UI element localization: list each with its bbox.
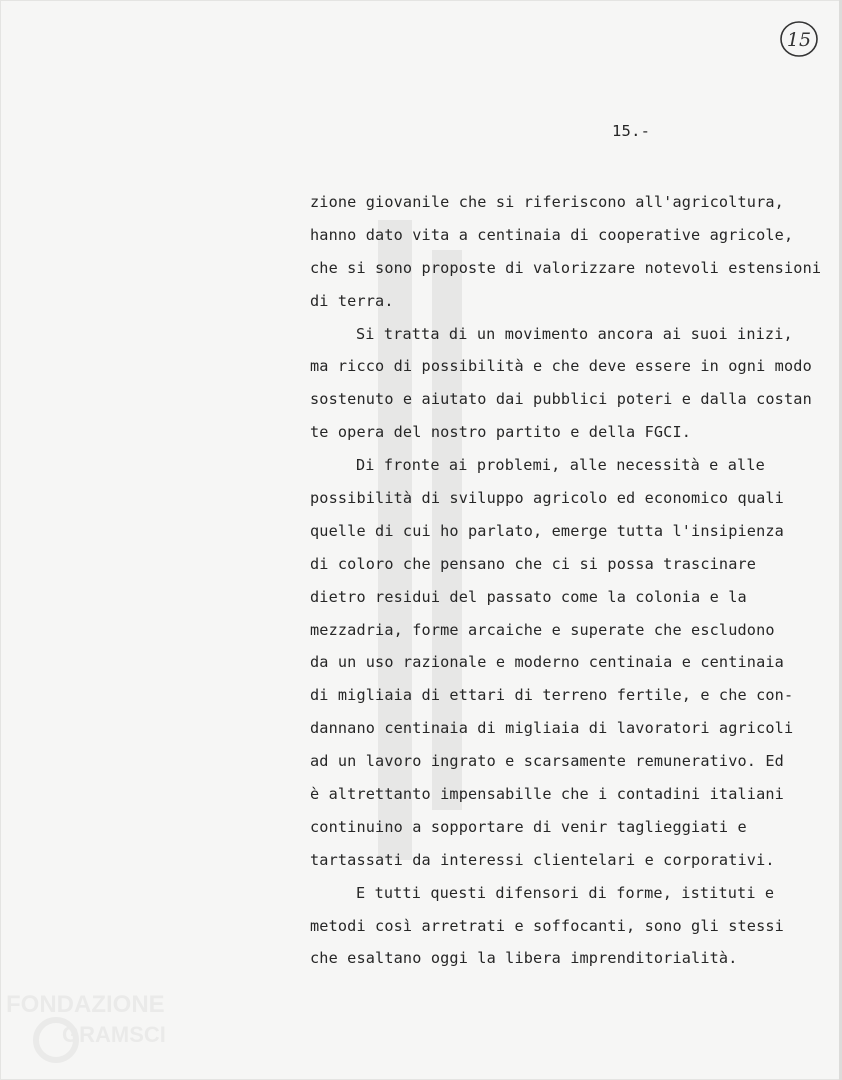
text-line: possibilità di sviluppo agricolo ed economico quali — [310, 489, 784, 508]
text-line: è altrettanto impensabille che i contadini italiani — [310, 785, 784, 804]
text-line: di coloro che pensano che ci si possa trascinare — [310, 554, 757, 573]
text-line: ad un lavoro ingrato e scarsamente remunerativo. Ed — [310, 752, 784, 771]
watermark-line2: GRAMSCI — [62, 1022, 166, 1047]
stamp-number-text: 15 — [786, 29, 812, 51]
text-line: metodi così arretrati e soffocanti, sono gli stessi — [310, 916, 784, 935]
handwritten-page-stamp — [778, 18, 820, 60]
text-line: Si tratta di un movimento ancora ai suoi inizi, — [356, 324, 793, 343]
text-line: di terra. — [310, 291, 394, 310]
text-line: che esaltano oggi la libera imprenditorialità. — [310, 949, 738, 968]
watermark-line1: FONDAZIONE — [6, 991, 165, 1018]
text-line: ma ricco di possibilità e che deve essere in ogni modo — [310, 357, 812, 376]
text-line: continuino a sopportare di venir taglieggiati e — [310, 817, 747, 836]
text-line: E tutti questi difensori di forme, istituti e — [356, 883, 775, 902]
text-line: mezzadria, forme arcaiche e superate che escludono — [310, 620, 775, 639]
text-line: tartassati da interessi clientelari e corporativi. — [310, 850, 775, 869]
text-line: che si sono proposte di valorizzare notevoli estensioni — [310, 258, 822, 277]
page-number: 15.- — [612, 122, 651, 140]
typed-paragraphs — [310, 186, 840, 975]
text-line: Di fronte ai problemi, alle necessità e alle — [356, 456, 765, 475]
fondazione-gramsci-watermark — [2, 990, 212, 1070]
text-line: dannano centinaia di migliaia di lavoratori agricoli — [310, 719, 794, 738]
text-line: te opera del nostro partito e della FGCI. — [310, 423, 692, 442]
text-line: hanno dato vita a centinaia di cooperative agricole, — [310, 225, 794, 244]
text-line: zione giovanile che si riferiscono all'agricoltura, — [310, 193, 784, 211]
text-line: di migliaia di ettari di terreno fertile, e che con- — [310, 686, 794, 705]
text-line: da un uso razionale e moderno centinaia e centinaia — [310, 653, 784, 672]
text-line: sostenuto e aiutato dai pubblici poteri e dalla costan — [310, 390, 812, 409]
text-line: dietro residui del passato come la colonia e la — [310, 587, 747, 606]
text-line: quelle di cui ho parlato, emerge tutta l'insipienza — [310, 521, 784, 540]
